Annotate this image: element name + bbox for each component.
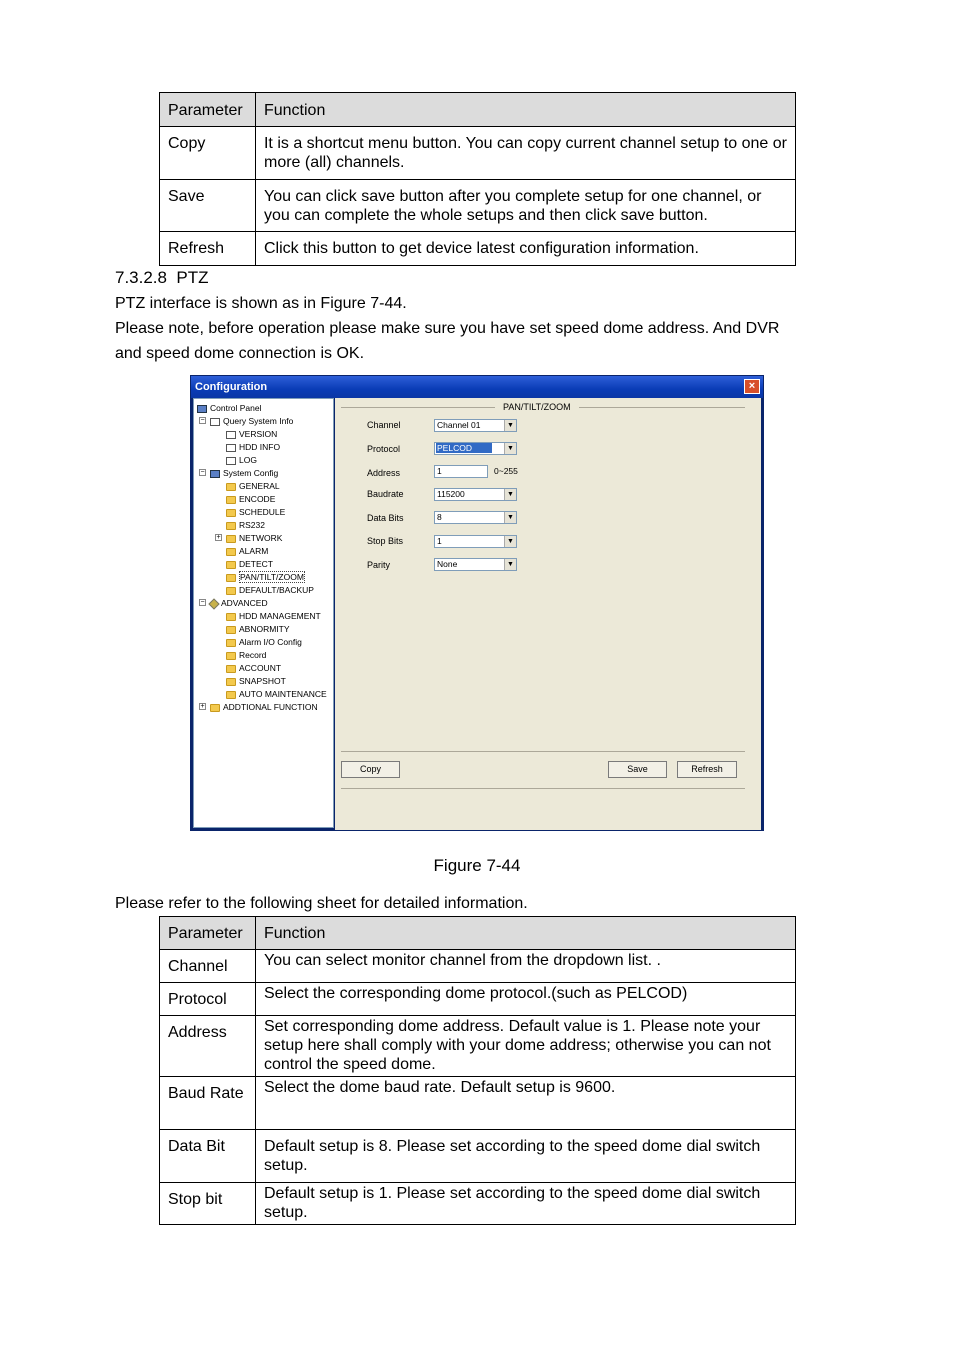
- folder-icon: [226, 626, 236, 634]
- stop-bits-select[interactable]: 1 ▼: [434, 535, 517, 548]
- chevron-down-icon: ▼: [504, 512, 516, 523]
- baudrate-select[interactable]: 115200 ▼: [434, 488, 517, 501]
- collapse-icon[interactable]: −: [200, 599, 205, 606]
- folder-icon: [226, 691, 236, 699]
- folder-icon: [226, 535, 236, 543]
- header-parameter: Parameter: [160, 93, 256, 127]
- tree-item-alarm[interactable]: ALARM: [226, 545, 268, 557]
- function-cell: You can select monitor channel from the dropdown list. .: [255, 950, 795, 983]
- ptz-panel: [335, 398, 761, 830]
- tree-item-advanced[interactable]: ADVANCED: [210, 597, 268, 609]
- protocol-select[interactable]: PELCOD ▼: [434, 442, 517, 455]
- data-bits-select[interactable]: 8 ▼: [434, 511, 517, 524]
- save-button[interactable]: Save: [608, 761, 667, 778]
- header-function: Function: [255, 917, 795, 950]
- tree-item-version[interactable]: VERSION: [226, 428, 277, 440]
- chevron-down-icon: ▼: [504, 443, 516, 454]
- window-titlebar: [191, 376, 763, 398]
- tree-item-system-config[interactable]: System Config: [210, 467, 278, 479]
- channel-label: Channel: [367, 420, 401, 430]
- folder-icon: [226, 509, 236, 517]
- function-cell: Click this button to get device latest configuration information.: [255, 232, 795, 266]
- param-cell: Channel: [160, 950, 256, 983]
- function-cell: Select the dome baud rate. Default setup is 9600.: [255, 1077, 795, 1130]
- tree-item-rs232[interactable]: RS232: [226, 519, 265, 531]
- stop-bits-label: Stop Bits: [367, 536, 404, 546]
- param-cell: Protocol: [160, 983, 256, 1016]
- chevron-down-icon: ▼: [504, 559, 516, 570]
- folder-icon: [226, 548, 236, 556]
- refresh-button[interactable]: Refresh: [677, 761, 737, 778]
- channel-select[interactable]: Channel 01 ▼: [434, 419, 517, 432]
- function-cell: Default setup is 1. Please set according to the speed dome dial switch setup.: [255, 1183, 795, 1225]
- baudrate-label: Baudrate: [367, 489, 404, 499]
- document-icon: [226, 444, 236, 452]
- config-tree: [193, 398, 334, 828]
- close-icon[interactable]: ×: [744, 379, 760, 394]
- param-cell: Copy: [160, 127, 256, 180]
- tree-item-log[interactable]: LOG: [226, 454, 257, 466]
- header-function: Function: [255, 93, 795, 127]
- folder-icon: [226, 522, 236, 530]
- configuration-window: [190, 375, 764, 831]
- param-cell: Baud Rate: [160, 1077, 256, 1130]
- function-cell: Set corresponding dome address. Default value is 1. Please note your setup here shall comply with your dome address; otherwise you can not control the speed dome.: [255, 1016, 795, 1077]
- tree-item-abnormity[interactable]: ABNORMITY: [226, 623, 290, 635]
- tree-item-hdd-management[interactable]: HDD MANAGEMENT: [226, 610, 321, 622]
- note-paragraph-line2: and speed dome connection is OK.: [115, 345, 365, 362]
- section-heading: 7.3.2.8 PTZ: [115, 268, 209, 287]
- function-cell: You can click save button after you complete setup for one channel, or you can complete the whole setups and then click save button.: [255, 180, 795, 232]
- folder-icon: [226, 561, 236, 569]
- folder-icon: [226, 665, 236, 673]
- window-title: Configuration: [195, 381, 268, 393]
- param-cell: Data Bit: [160, 1130, 256, 1183]
- tree-item-query-system-info[interactable]: Query System Info: [210, 415, 293, 427]
- address-label: Address: [367, 468, 401, 478]
- document-icon: [226, 431, 236, 439]
- function-cell: Select the corresponding dome protocol.(such as PELCOD): [255, 983, 795, 1016]
- note-paragraph-line1: Please note, before operation please make sure you have set speed dome address. And DVR: [115, 320, 780, 337]
- folder-icon: [226, 678, 236, 686]
- tree-item-control-panel[interactable]: Control Panel: [197, 402, 262, 414]
- wrench-icon: [208, 598, 219, 609]
- protocol-label: Protocol: [367, 444, 401, 454]
- expand-icon[interactable]: +: [216, 534, 221, 541]
- tree-item-snapshot[interactable]: SNAPSHOT: [226, 675, 286, 687]
- figure-caption: Figure 7-44: [433, 856, 521, 875]
- function-cell: Default setup is 8. Please set according to the speed dome dial switch setup.: [255, 1130, 795, 1183]
- folder-icon: [226, 587, 236, 595]
- parameter-table-2: [159, 916, 796, 1225]
- expand-icon[interactable]: +: [200, 703, 205, 710]
- folder-icon: [210, 704, 220, 712]
- collapse-icon[interactable]: −: [200, 469, 205, 476]
- folder-icon: [226, 574, 236, 582]
- tree-item-encode[interactable]: ENCODE: [226, 493, 275, 505]
- param-cell: Stop bit: [160, 1183, 256, 1225]
- tree-item-account[interactable]: ACCOUNT: [226, 662, 281, 674]
- copy-button[interactable]: Copy: [341, 761, 400, 778]
- parameter-table-1: [159, 92, 796, 266]
- tree-item-network[interactable]: NETWORK: [226, 532, 282, 544]
- address-range-hint: 0~255: [494, 466, 518, 476]
- tree-item-record[interactable]: Record: [226, 649, 266, 661]
- param-cell: Save: [160, 180, 256, 232]
- button-divider-top: [341, 751, 745, 752]
- intro-paragraph: PTZ interface is shown as in Figure 7-44.: [115, 295, 407, 312]
- data-bits-label: Data Bits: [367, 513, 404, 523]
- chevron-down-icon: ▼: [504, 420, 516, 431]
- param-cell: Address: [160, 1016, 256, 1077]
- tree-item-detect[interactable]: DETECT: [226, 558, 273, 570]
- address-input[interactable]: 1: [434, 465, 488, 478]
- tree-item-pan-tilt-zoom[interactable]: PAN/TILT/ZOOM: [226, 571, 305, 583]
- tree-item-default-backup[interactable]: DEFAULT/BACKUP: [226, 584, 314, 596]
- tree-item-auto-maintenance[interactable]: AUTO MAINTENANCE: [226, 688, 327, 700]
- chevron-down-icon: ▼: [504, 536, 516, 547]
- tree-item-general[interactable]: GENERAL: [226, 480, 280, 492]
- parity-select[interactable]: None ▼: [434, 558, 517, 571]
- document-icon: [226, 457, 236, 465]
- group-title: PAN/TILT/ZOOM: [495, 401, 579, 413]
- folder-icon: [226, 639, 236, 647]
- sheet-reference-paragraph: Please refer to the following sheet for detailed information.: [115, 895, 528, 912]
- function-cell: It is a shortcut menu button. You can copy current channel setup to one or more (all) channels.: [255, 127, 795, 180]
- tree-item-hdd-info[interactable]: HDD INFO: [226, 441, 280, 453]
- header-parameter: Parameter: [160, 917, 256, 950]
- parity-label: Parity: [367, 560, 391, 570]
- param-cell: Refresh: [160, 232, 256, 266]
- info-icon: [210, 418, 220, 426]
- collapse-icon[interactable]: −: [200, 417, 205, 424]
- folder-icon: [226, 613, 236, 621]
- button-divider-bottom: [341, 788, 745, 789]
- folder-icon: [226, 496, 236, 504]
- settings-icon: [210, 470, 220, 478]
- computer-icon: [197, 405, 207, 413]
- tree-item-schedule[interactable]: SCHEDULE: [226, 506, 285, 518]
- tree-item-additional-function[interactable]: ADDTIONAL FUNCTION: [210, 701, 318, 713]
- folder-icon: [226, 652, 236, 660]
- chevron-down-icon: ▼: [504, 489, 516, 500]
- tree-item-alarm-io-config[interactable]: Alarm I/O Config: [226, 636, 302, 648]
- folder-icon: [226, 483, 236, 491]
